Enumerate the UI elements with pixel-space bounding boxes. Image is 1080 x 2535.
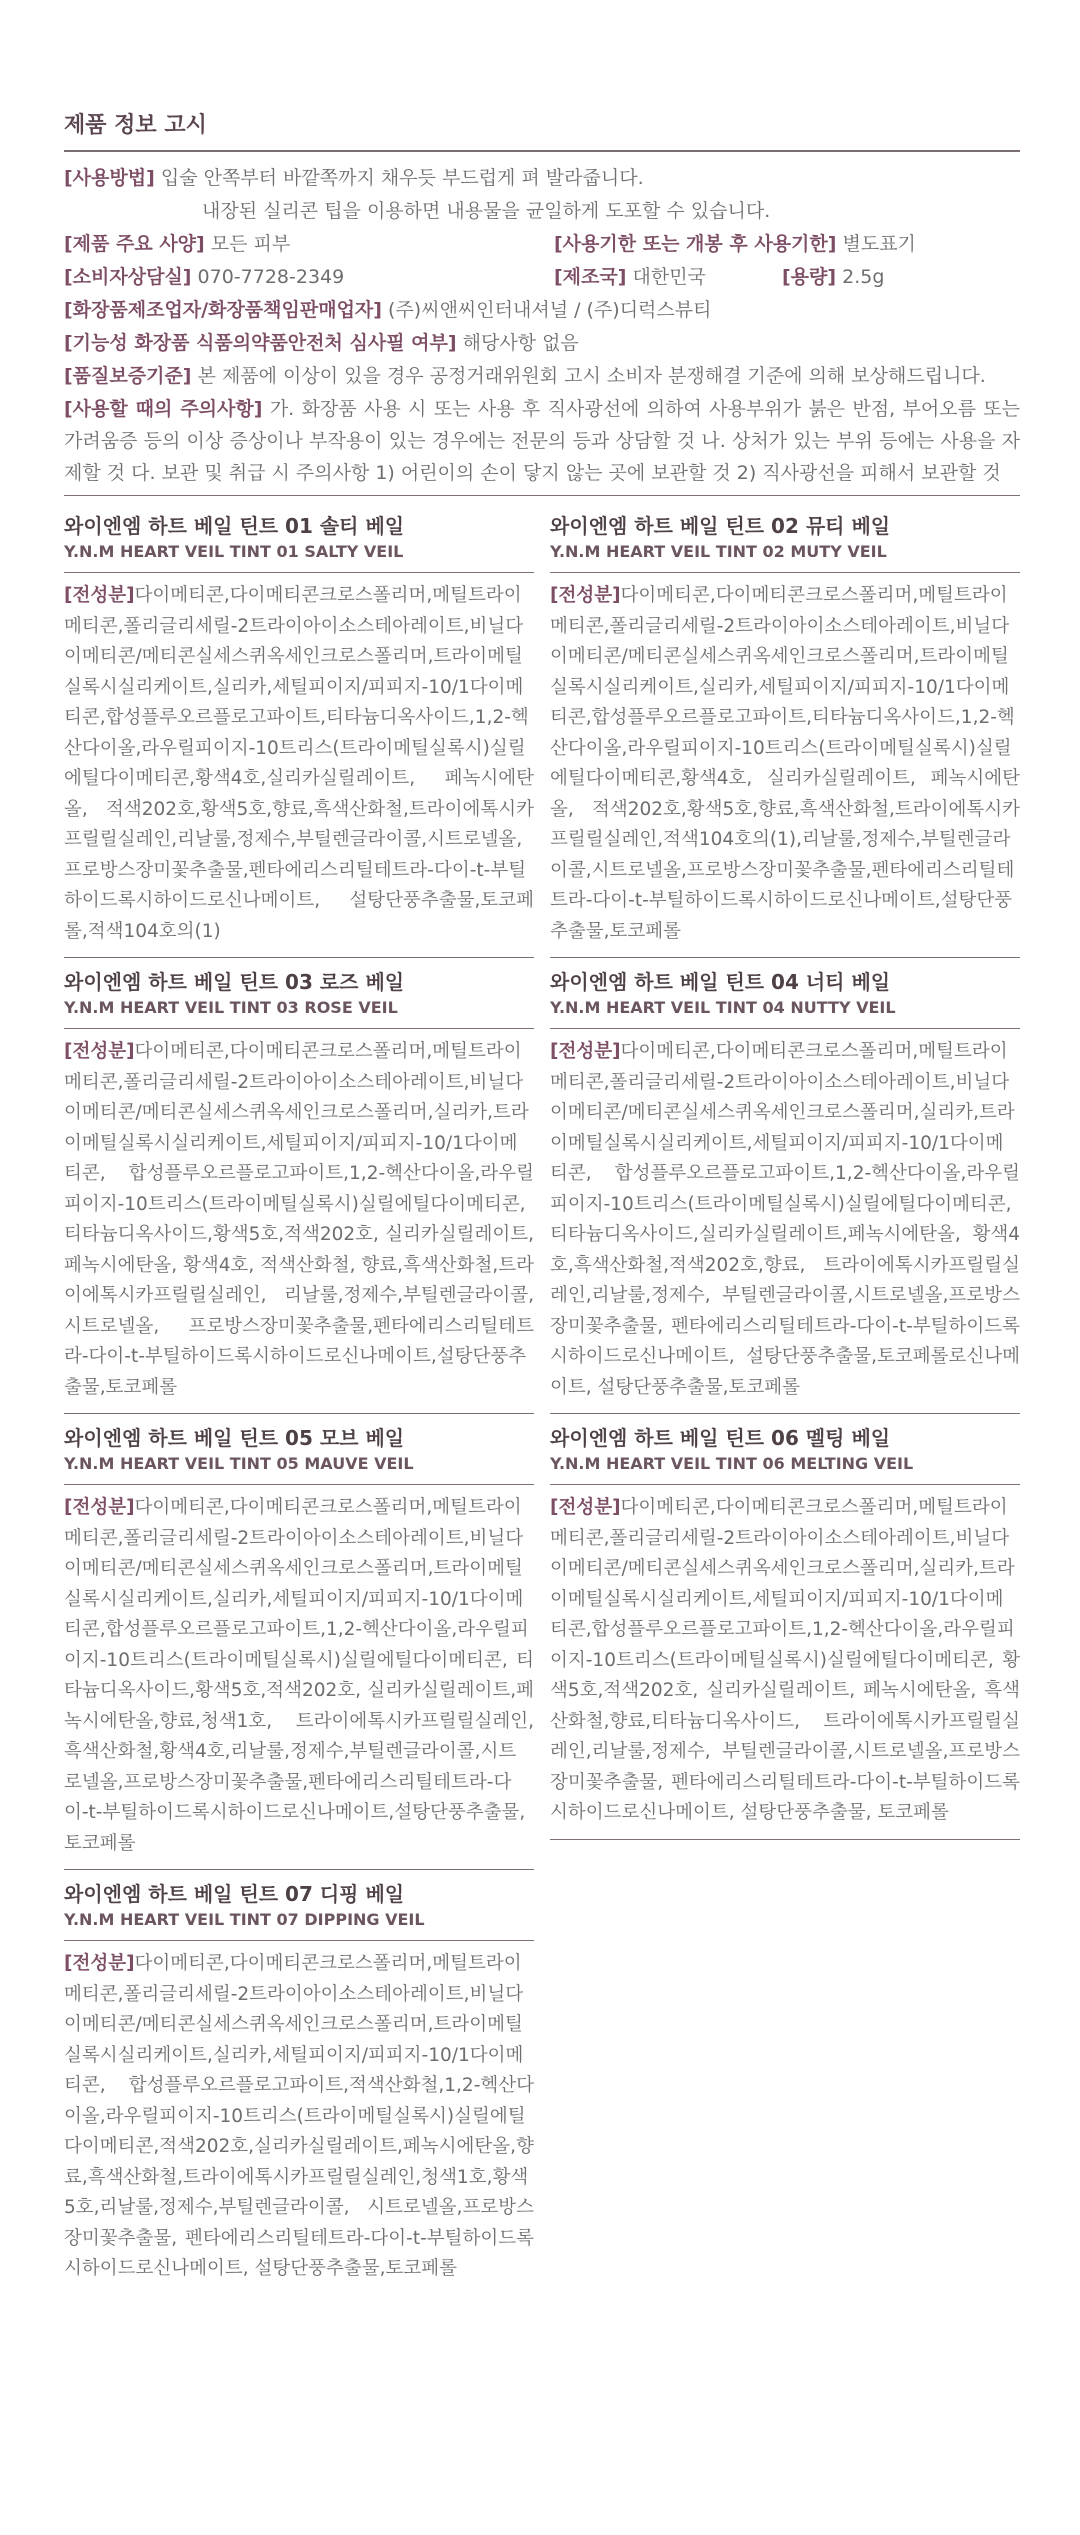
- product-grid: [64, 502, 1020, 2295]
- product-name-en: Y.N.M HEART VEIL TINT 03 ROSE VEIL: [64, 998, 398, 1017]
- ingredient-list: [64, 573, 534, 957]
- product-column-left: [64, 502, 534, 2295]
- ingredient-text: 다이메티콘,다이메티콘크로스폴리머,메틸트라이메티콘,폴리글리세릴-2트라이아이소스테아레이트,비닐다이메티콘/메티콘실세스퀴옥세인크로스폴리머,트라이메틸실록시실리케이트,실리카,세틸피이지/피피지-10/1다이메티콘, 합성플루오르플로고파이트,적색산화철,1,2-헥산다이올,라우릴피이지-10트리스(트라이메틸실록시)실릴에틸다이메티콘,적색202호,실리카실릴레이트,페녹시에탄올,향료,흑색산화철,트라이에톡시카프릴릴실레인,청색1호,황색5호,리날룰,정제수,부틸렌글라이콜, 시트로넬올,프로방스장미꽃추출물, 펜타에리스리틸테트라-다이-t-부틸하이드록시하이드로신나메이트, 설탕단풍추출물,토코페롤: [64, 1953, 534, 2279]
- ingredient-list: [64, 1941, 534, 2295]
- info-section: [64, 152, 1020, 489]
- ingredient-label: [전성분]: [550, 1041, 621, 1062]
- ingredient-list: [64, 1029, 534, 1413]
- expiry-label: [사용기한 또는 개봉 후 사용기한]: [554, 233, 837, 255]
- caution-row: [64, 393, 1020, 489]
- usage-text-1: 입술 안쪽부터 바깥쪽까지 채우듯 부드럽게 펴 발라줍니다.: [160, 167, 644, 189]
- caution-label: [사용할 때의 주의사항]: [64, 398, 263, 420]
- spec-value: 모든 피부: [210, 233, 291, 255]
- cs-row: [64, 261, 1020, 294]
- functional-value: 해당사항 없음: [462, 332, 579, 354]
- functional-row: [64, 327, 1020, 360]
- maker-label: [화장품제조업자/화장품책임판매업자]: [64, 299, 382, 321]
- product-name-en: Y.N.M HEART VEIL TINT 07 DIPPING VEIL: [64, 1910, 425, 1929]
- ingredient-text: 다이메티콘,다이메티콘크로스폴리머,메틸트라이메티콘,폴리글리세릴-2트라이아이소스테아레이트,비닐다이메티콘/메티콘실세스퀴옥세인크로스폴리머,트라이메틸실록시실리케이트,실리카,세틸피이지/피피지-10/1다이메티콘,합성플루오르플로고파이트,티타늄디옥사이드,1,2-헥산다이올,라우릴피이지-10트리스(트라이메틸실록시)실릴에틸다이메티콘,황색4호,실리카실릴레이트, 페녹시에탄올, 적색202호,황색5호,향료,흑색산화철,트라이에톡시카프릴릴실레인,리날룰,정제수,부틸렌글라이콜,시트로넬올,프로방스장미꽃추출물,펜타에리스리틸테트라-다이-t-부틸하이드록시하이드로신나메이트, 설탕단풍추출물,토코페롤,적색104호의(1): [64, 585, 534, 942]
- product-card: [64, 958, 534, 1414]
- quality-row: [64, 360, 1020, 393]
- product-name-en: Y.N.M HEART VEIL TINT 05 MAUVE VEIL: [64, 1454, 414, 1473]
- functional-label: [기능성 화장품 식품의약품안전처 심사필 여부]: [64, 332, 457, 354]
- volume-value: 2.5g: [842, 266, 885, 288]
- caution-value: 가. 화장품 사용 시 또는 사용 후 직사광선에 의하여 사용부위가 붉은 반점, 부어오름 또는 가려움증 등의 이상 증상이나 부작용이 있는 경우에는 전문의 등과 상담할 것 나. 상처가 있는 부위 등에는 사용을 자제할 것 다. 보관 및 취급 시 주의사항 1) 어린이의 손이 닿지 않는 곳에 보관할 것 2) 직사광선을 피해서 보관할 것: [64, 398, 1020, 484]
- ingredient-list: [550, 1485, 1020, 1839]
- ingredient-label: [전성분]: [64, 1041, 135, 1062]
- product-name-en: Y.N.M HEART VEIL TINT 04 NUTTY VEIL: [550, 998, 896, 1017]
- product-name-kr: 와이엔엠 하트 베일 틴트 05 모브 베일: [64, 1426, 405, 1450]
- ingredient-text: 다이메티콘,다이메티콘크로스폴리머,메틸트라이메티콘,폴리글리세릴-2트라이아이소스테아레이트,비닐다이메티콘/메티콘실세스퀴옥세인크로스폴리머,실리카,트라이메틸실록시실리케이트,세틸피이지/피피지-10/1다이메티콘,합성플루오르플로고파이트,1,2-헥산다이올,라우릴피이지-10트리스(트라이메틸실록시)실릴에틸다이메티콘, 황색5호,적색202호, 실리카실릴레이트, 페녹시에탄올, 흑색산화철,향료,티타늄디옥사이드, 트라이에톡시카프릴릴실레인,리날룰,정제수, 부틸렌글라이콜,시트로넬올,프로방스장미꽃추출물, 펜타에리스리틸테트라-다이-t-부틸하이드록시하이드로신나메이트, 설탕단풍추출물, 토코페롤: [550, 1497, 1020, 1823]
- ingredient-text: 다이메티콘,다이메티콘크로스폴리머,메틸트라이메티콘,폴리글리세릴-2트라이아이소스테아레이트,비닐다이메티콘/메티콘실세스퀴옥세인크로스폴리머,실리카,트라이메틸실록시실리케이트,세틸피이지/피피지-10/1다이메티콘, 합성플루오르플로고파이트,1,2-헥산다이올,라우릴피이지-10트리스(트라이메틸실록시)실릴에틸다이메티콘, 티타늄디옥사이드,황색5호,적색202호, 실리카실릴레이트,페녹시에탄올, 황색4호, 적색산화철, 향료,흑색산화철,트라이에톡시카프릴릴실레인, 리날룰,정제수,부틸렌글라이콜,시트로넬올, 프로방스장미꽃추출물,펜타에리스리틸테트라-다이-t-부틸하이드록시하이드로신나메이트,설탕단풍추출물,토코페롤: [64, 1041, 534, 1398]
- product-name-kr: 와이엔엠 하트 베일 틴트 07 디핑 베일: [64, 1882, 405, 1906]
- product-name-kr: 와이엔엠 하트 베일 틴트 06 멜팅 베일: [550, 1426, 891, 1450]
- product-name-kr: 와이엔엠 하트 베일 틴트 02 뮤티 베일: [550, 514, 891, 538]
- product-card: [550, 1414, 1020, 1840]
- ingredient-label: [전성분]: [64, 1953, 135, 1974]
- spec-row: [64, 228, 1020, 261]
- expiry-value: 별도표기: [842, 233, 916, 255]
- spec-label: [제품 주요 사양]: [64, 233, 205, 255]
- quality-value: 본 제품에 이상이 있을 경우 공정거래위원회 고시 소비자 분쟁해결 기준에 의해 보상해드립니다.: [197, 365, 986, 387]
- product-name-en: Y.N.M HEART VEIL TINT 06 MELTING VEIL: [550, 1454, 914, 1473]
- cs-label: [소비자상담실]: [64, 266, 192, 288]
- origin-label: [제조국]: [554, 266, 627, 288]
- ingredient-text: 다이메티콘,다이메티콘크로스폴리머,메틸트라이메티콘,폴리글리세릴-2트라이아이소스테아레이트,비닐다이메티콘/메티콘실세스퀴옥세인크로스폴리머,트라이메틸실록시실리케이트,실리카,세틸피이지/피피지-10/1다이메티콘,합성플루오르플로고파이트,1,2-헥산다이올,라우릴피이지-10트리스(트라이메틸실록시)실릴에틸다이메티콘, 티타늄디옥사이드,황색5호,적색202호, 실리카실릴레이트,페녹시에탄올,향료,청색1호, 트라이에톡시카프릴릴실레인,흑색산화철,황색4호,리날룰,정제수,부틸렌글라이콜,시트로넬올,프로방스장미꽃추출물,펜타에리스리틸테트라-다이-t-부틸하이드록시하이드로신나메이트,설탕단풍추출물,토코페롤: [64, 1497, 534, 1854]
- ingredient-label: [전성분]: [550, 1497, 621, 1518]
- product-card: [550, 958, 1020, 1414]
- product-card: [64, 502, 534, 958]
- page-title: 제품 정보 고시: [64, 113, 207, 138]
- product-name-en: Y.N.M HEART VEIL TINT 02 MUTY VEIL: [550, 542, 887, 561]
- product-name-kr: 와이엔엠 하트 베일 틴트 04 너티 베일: [550, 970, 891, 994]
- product-name-kr: 와이엔엠 하트 베일 틴트 03 로즈 베일: [64, 970, 405, 994]
- volume-label: [용량]: [782, 266, 837, 288]
- product-card: [64, 1414, 534, 1870]
- product-name-en: Y.N.M HEART VEIL TINT 01 SALTY VEIL: [64, 542, 404, 561]
- maker-value: (주)씨앤씨인터내셔널 / (주)디럭스뷰티: [388, 299, 712, 321]
- ingredient-list: [550, 1029, 1020, 1413]
- usage-label: [사용방법]: [64, 167, 155, 189]
- product-end-divider: [550, 1839, 1020, 1840]
- ingredient-text: 다이메티콘,다이메티콘크로스폴리머,메틸트라이메티콘,폴리글리세릴-2트라이아이소스테아레이트,비닐다이메티콘/메티콘실세스퀴옥세인크로스폴리머,트라이메틸실록시실리케이트,실리카,세틸피이지/피피지-10/1다이메티콘,합성플루오르플로고파이트,티타늄디옥사이드,1,2-헥산다이올,라우릴피이지-10트리스(트라이메틸실록시)실릴에틸다이메티콘,황색4호, 실리카실릴레이트, 페녹시에탄올, 적색202호,황색5호,향료,흑색산화철,트라이에톡시카프릴릴실레인,적색104호의(1),리날룰,정제수,부틸렌글라이콜,시트로넬올,프로방스장미꽃추출물,펜타에리스리틸테트라-다이-t-부틸하이드록시하이드로신나메이트,설탕단풍추출물,토코페롤: [550, 585, 1020, 942]
- usage-text-2: 내장된 실리콘 팁을 이용하면 내용물을 균일하게 도포할 수 있습니다.: [202, 200, 771, 222]
- product-card: [64, 1870, 534, 2295]
- ingredient-list: [64, 1485, 534, 1869]
- origin-value: 대한민국: [632, 266, 706, 288]
- info-divider: [64, 495, 1020, 496]
- ingredient-list: [550, 573, 1020, 957]
- product-card: [550, 502, 1020, 958]
- ingredient-label: [전성분]: [64, 1497, 135, 1518]
- ingredient-label: [전성분]: [64, 585, 135, 606]
- product-info-notice: [64, 112, 1020, 2295]
- quality-label: [품질보증기준]: [64, 365, 192, 387]
- ingredient-label: [전성분]: [550, 585, 621, 606]
- usage-row: [64, 162, 1020, 195]
- product-column-right: [550, 502, 1020, 2295]
- maker-row: [64, 294, 1020, 327]
- product-name-kr: 와이엔엠 하트 베일 틴트 01 솔티 베일: [64, 514, 405, 538]
- cs-phone: 070-7728-2349: [197, 266, 345, 288]
- ingredient-text: 다이메티콘,다이메티콘크로스폴리머,메틸트라이메티콘,폴리글리세릴-2트라이아이소스테아레이트,비닐다이메티콘/메티콘실세스퀴옥세인크로스폴리머,실리카,트라이메틸실록시실리케이트,세틸피이지/피피지-10/1다이메티콘, 합성플루오르플로고파이트,1,2-헥산다이올,라우릴피이지-10트리스(트라이메틸실록시)실릴에틸다이메티콘, 티타늄디옥사이드,실리카실릴레이트,페녹시에탄올, 황색4호,흑색산화철,적색202호,향료, 트라이에톡시카프릴릴실레인,리날룰,정제수, 부틸렌글라이콜,시트로넬올,프로방스장미꽃추출물, 펜타에리스리틸테트라-다이-t-부틸하이드록시하이드로신나메이트, 설탕단풍추출물,토코페롤로신나메이트, 설탕단풍추출물,토코페롤: [550, 1041, 1020, 1398]
